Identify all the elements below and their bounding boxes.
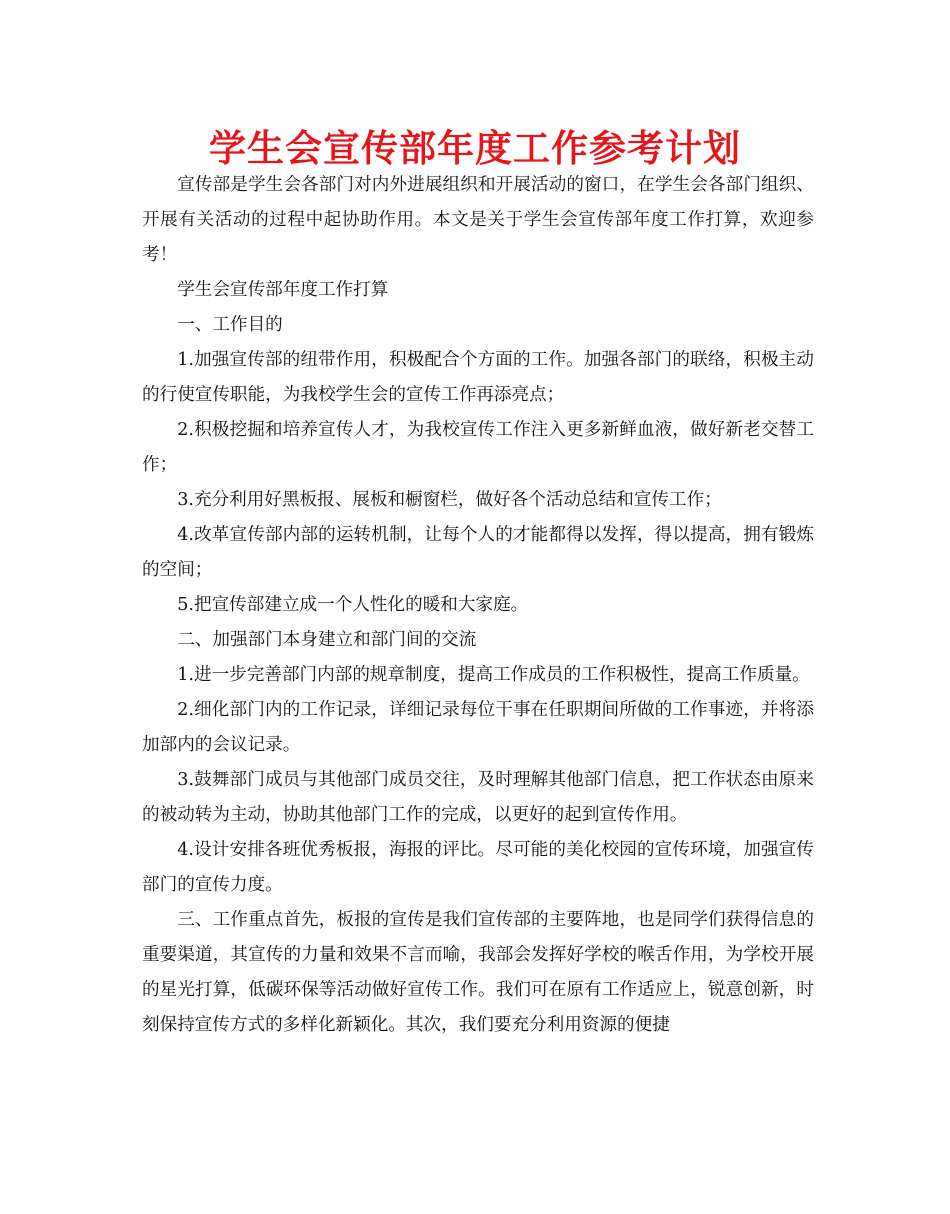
list-item: 4.设计安排各班优秀板报，海报的评比。尽可能的美化校园的宣传环境，加强宣传部门的宣传力度。 (142, 840, 814, 895)
list-item: 1.加强宣传部的纽带作用，积极配合个方面的工作。加强各部门的联络，积极主动的行使宣传职能，为我校学生会的宣传工作再添亮点； (142, 350, 814, 405)
intro-paragraph: 宣传部是学生会各部门对内外进展组织和开展活动的窗口，在学生会各部门组织、开展有关活动的过程中起协助作用。本文是关于学生会宣传部年度工作打算，欢迎参考！ (142, 175, 814, 265)
list-item: 4.改革宣传部内部的运转机制，让每个人的才能都得以发挥，得以提高，拥有锻炼的空间； (142, 525, 814, 580)
section-heading-2: 二、加强部门本身建立和部门间的交流 (177, 630, 477, 650)
document-title: 学生会宣传部年度工作参考计划 (209, 127, 741, 170)
section-heading-1: 一、工作目的 (177, 315, 283, 335)
list-item: 2.积极挖掘和培养宣传人才，为我校宣传工作注入更多新鲜血液，做好新老交替工作； (142, 420, 814, 475)
list-item: 1.进一步完善部门内部的规章制度，提高工作成员的工作积极性，提高工作质量。 (177, 665, 810, 685)
list-item: 3.鼓舞部门成员与其他部门成员交往，及时理解其他部门信息，把工作状态由原来的被动转为主动，协助其他部门工作的完成，以更好的起到宣传作用。 (142, 770, 814, 825)
list-item: 3.充分利用好黑板报、展板和橱窗栏，做好各个活动总结和宣传工作； (177, 490, 722, 510)
section-paragraph-3: 三、工作重点首先，板报的宣传是我们宣传部的主要阵地，也是同学们获得信息的重要渠道，其宣传的力量和效果不言而喻，我部会发挥好学校的喉舌作用，为学校开展的星光打算，低碳环保等活动做好宣传工作。我们可在原有工作适应上，锐意创新，时刻保持宣传方式的多样化新颖化。其次，我们要充分利用资源的便捷 (142, 910, 814, 1035)
document-body (142, 168, 814, 1043)
list-item: 5.把宣传部建立成一个人性化的暖和大家庭。 (177, 595, 529, 615)
list-item: 2.细化部门内的工作记录，详细记录每位干事在任职期间所做的工作事迹，并将添加部内的会议记录。 (142, 700, 814, 755)
subtitle-paragraph: 学生会宣传部年度工作打算 (177, 280, 389, 300)
